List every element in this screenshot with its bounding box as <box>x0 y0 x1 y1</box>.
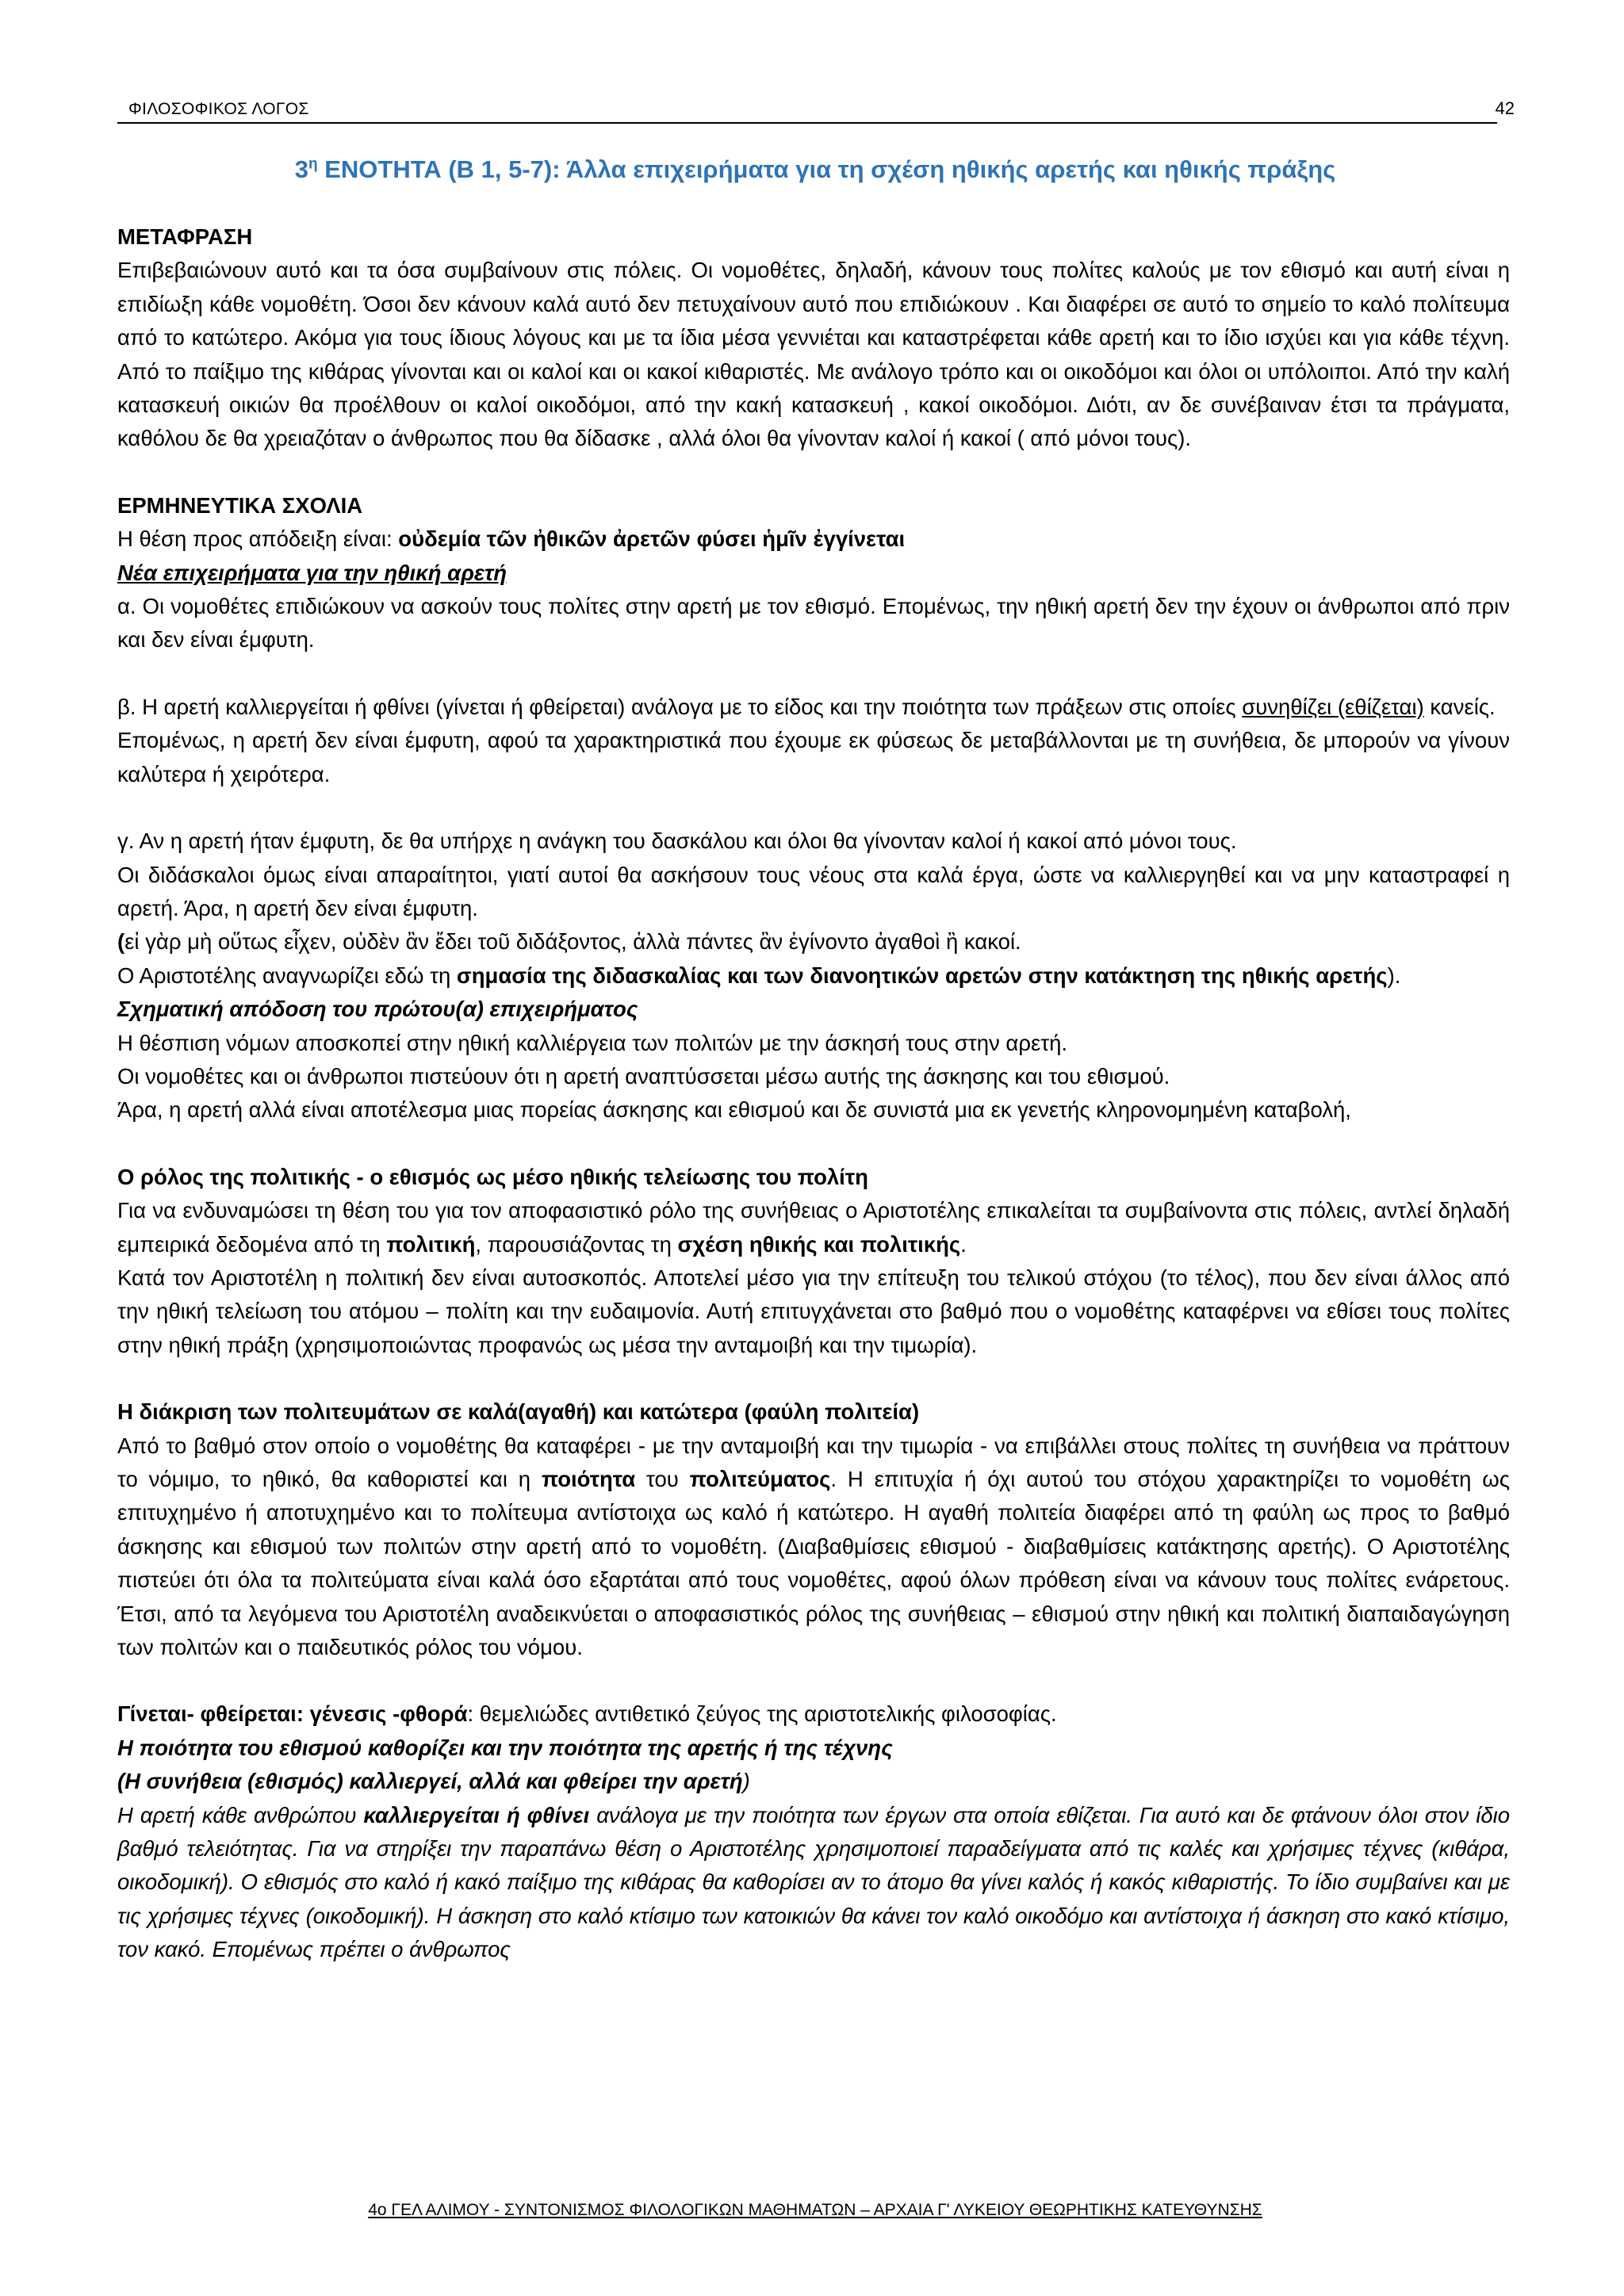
genesis-heading-2 <box>117 1765 1510 1798</box>
document-body <box>117 220 1510 1967</box>
translation-text: Επιβεβαιώνουν αυτό και τα όσα συμβαίνουν στις πόλεις. Οι νομοθέτες, δηλαδή, κάνουν τους πολίτες καλούς με τον εθισμό και αυτή είναι η επιδίωξη κάθε νομοθέτη. Όσοι δεν κάνουν καλά αυτό δεν πετυχαίνουν αυτό που επιδιώκουν . Και διαφέρει σε αυτό το σημείο το καλό πολίτευμα από το κατώτερο. Ακόμα για τους ίδιους λόγους και με τα ίδια μέσα γεννιέται και καταστρέφεται κάθε αρετή και το ίδιο ισχύει και για κάθε τέχνη. Από το παίξιμο της κιθάρας γίνονται και οι καλοί και οι κακοί κιθαριστές. Με ανάλογο τρόπο και οι οικοδόμοι και όλοι οι υπόλοιποι. Από την καλή κατασκευή οικιών θα προέλθουν οι καλοί οικοδόμοι, από την κακή κατασκευή , κακοί οικοδόμοι. Διότι, αν δε συνέβαιναν έτσι τα πράγματα, καθόλου δε θα χρειαζόταν ο άνθρωπος που θα δίδασκε , αλλά όλοι θα γίνονταν καλοί ή κακοί ( από μόνοι τους). <box>117 258 1510 451</box>
greek-paren: ( <box>117 929 125 955</box>
genesis-p-c: ανάλογα με την ποιότητα των έργων στα οποία εθίζεται. Για αυτό και δε φτάνουν όλοι στον ίδιο βαθμό τελειότητας. Για να στηρίξει την παραπάνω θέση ο Αριστοτέλης χρησιμοποιεί παραδείγματα από τις καλές και χρήσιμες τέχνες (κιθάρα, οικοδομική). Ο εθισμός στο καλό ή κακό παίξιμο της κιθάρας θα καθορίσει αν το άτομο θα γίνει καλός ή κακός κιθαριστής. Το ίδιο συμβαίνει και με τις χρήσιμες τέχνες (οικοδομική). Η άσκηση στο καλό κτίσιμο των κατοικιών θα κάνει τον καλό οικοδόμο και αντίστοιχα ή άσκηση στο κακό κτίσιμο, τον κακό. Επομένως πρέπει ο άνθρωπος <box>117 1802 1511 1962</box>
politics-p1-e: . <box>960 1231 967 1257</box>
thesis-label: Η θέση προς απόδειξη είναι: <box>117 526 399 552</box>
argument-b-end: κανείς. <box>1423 694 1496 719</box>
title-text: ΕΝΟΤΗΤΑ (Β 1, 5-7): Άλλα επιχειρήματα για τη σχέση ηθικής αρετής και ηθικής πράξης <box>317 155 1336 183</box>
argument-c-4 <box>117 959 1510 993</box>
header-title: ΦΙΛΟΣΟΦΙΚΟΣ ΛΟΓΟΣ <box>128 100 309 118</box>
politics-p1-b: πολιτική <box>386 1231 476 1257</box>
thesis-line <box>117 522 1510 556</box>
genesis-p-a: Η αρετή κάθε ανθρώπου <box>117 1802 364 1827</box>
argument-c-1: γ. Αν η αρετή ήταν έμφυτη, δε θα υπήρχε η ανάγκη του δασκάλου και όλοι θα γίνονταν καλοί ή κακοί από μόνοι τους. <box>117 828 1237 854</box>
argument-b-underlined: συνηθίζει (εθίζεται) <box>1242 694 1424 719</box>
schema-heading: Σχηματική απόδοση του πρώτου(α) επιχειρήματος <box>117 997 638 1022</box>
schema-line-3: Άρα, η αρετή αλλά είναι αποτέλεσμα μιας πορείας άσκησης και εθισμού και δε συνιστά μια εκ γενετής κληρονομημένη καταβολή, <box>117 1097 1351 1123</box>
genesis-line <box>117 1697 1510 1731</box>
genesis-heading-1: Η ποιότητα του εθισμού καθορίζει και την ποιότητα της αρετής ή της τέχνης <box>117 1735 893 1760</box>
genesis-paragraph <box>117 1799 1510 1967</box>
argument-c-4-post: ). <box>1387 962 1401 988</box>
commentary-heading: ΕΡΜΗΝΕΥΤΙΚΑ ΣΧΟΛΙΑ <box>117 492 363 518</box>
regimes-paragraph <box>117 1429 1510 1665</box>
page-footer: 4ο ΓΕΛ ΑΛΙΜΟΥ - ΣΥΝΤΟΝΙΣΜΟΣ ΦΙΛΟΛΟΓΙΚΩΝ ΜΑΘΗΜΑΤΩΝ – ΑΡΧΑΙΑ Γ' ΛΥΚΕΙΟΥ ΘΕΩΡΗΤΙΚΗΣ ΚΑΤΕΥΘΥΝΣΗΣ <box>368 2201 1262 2219</box>
title-superscript: η <box>308 155 318 173</box>
argument-c-4-bold: σημασία της διδασκαλίας και των διανοητικών αρετών στην κατάκτηση της ηθικής αρετής <box>456 962 1388 988</box>
regimes-p-c: του <box>635 1467 690 1491</box>
regimes-p-e: . Η επιτυχία ή όχι αυτού του στόχου χαρακτηρίζει το νομοθέτη ως επιτυχημένο ή αποτυχημένο και το πολίτευμα αντίστοιχα ως καλό ή κατώτερο. Η αγαθή πολιτεία διαφέρει από τη φαύλη ως προς το βαθμό άσκησης και εθισμού των πολιτών στην αρετή από το νομοθέτη. (Διαβαθμίσεις εθισμού - διαβαθμίσεις κατάκτησης αρετής). Ο Αριστοτέλης πιστεύει ότι όλα τα πολιτεύματα είναι καλά όσο εξαρτάται από τους νομοθέτες, αφού όλων πρόθεση είναι να κάνουν τους πολίτες ενάρετους. Έτσι, από τα λεγόμενα του Αριστοτέλη αναδεικνύεται ο αποφασιστικός ρόλος της συνήθειας – εθισμού στην ηθική και πολιτική διαπαιδαγώγηση των πολιτών και ο παιδευτικός ρόλος του νόμου. <box>117 1467 1510 1660</box>
schema-line-2: Οι νομοθέτες και οι άνθρωποι πιστεύουν ότι η αρετή αναπτύσσεται μέσω αυτής της άσκησης και του εθισμού. <box>117 1063 1170 1089</box>
politics-paragraph-2: Κατά τον Αριστοτέλη η πολιτική δεν είναι αυτοσκοπός. Αποτελεί μέσο για την επίτευξη του τελικού στόχου (το τέλος), που δεν είναι άλλος από την ηθική τελείωση του ατόμου – πολίτη και την ευδαιμονία. Αυτή επιτυγχάνεται στο βαθμό που ο νομοθέτης καταφέρνει να εθίσει τους πολίτες στην ηθική πράξη (χρησιμοποιώντας προφανώς ως μέσα την ανταμοιβή και την τιμωρία). <box>117 1265 1510 1357</box>
section-title <box>117 155 1513 184</box>
genesis-text: : θεμελιώδες αντιθετικό ζεύγος της αριστοτελικής φιλοσοφίας. <box>467 1701 1057 1727</box>
greek-quote: εἰ γὰρ μὴ οὕτως εἶχεν, οὐδὲν ἂν ἔδει τοῦ διδάξοντος, ἀλλὰ πάντες ἂν ἐγίνοντο ἀγαθοὶ ἢ κακοί. <box>124 929 1021 955</box>
politics-p1-a: Για να ενδυναμώσει τη θέση του για τον αποφασιστικό ρόλο της συνήθειας ο Αριστοτέλης επικαλείται τα συμβαίνοντα στις πόλεις, αντλεί δηλαδή εμπειρικά δεδομένα από τη <box>117 1198 1510 1257</box>
genesis-heading-2-bold: (Η συνήθεια (εθισμός) καλλιεργεί, αλλά και φθείρει την αρετή <box>117 1769 743 1794</box>
regimes-p-b: ποιότητα <box>541 1467 636 1491</box>
argument-c-2: Οι διδάσκαλοι όμως είναι απαραίτητοι, γιατί αυτοί θα ασκήσουν τους νέους στα καλά έργα, ώστε να καλλιεργηθεί και να μην καταστραφεί η αρετή. Άρα, η αρετή δεν είναι έμφυτη. <box>117 862 1510 920</box>
schema-line-1: Η θέσπιση νόμων αποσκοπεί στην ηθική καλλιέργεια των πολιτών με την άσκησή τους στην αρετή. <box>117 1030 1068 1055</box>
regimes-p-a: Από το βαθμό στον οποίο ο νομοθέτης θα καταφέρει - με την ανταμοιβή και την τιμωρία - να επιβάλλει στους πολίτες τη συνήθεια να πράττουν το νόμιμο, το ηθικό, θα καθοριστεί και η <box>117 1433 1510 1491</box>
politics-p1-c: , παρουσιάζοντας τη <box>475 1231 678 1257</box>
regimes-p-d: πολιτεύματος <box>689 1467 831 1491</box>
argument-b-text: β. Η αρετή καλλιεργείται ή φθίνει (γίνεται ή φθείρεται) ανάλογα με το είδος και την ποιότητα των πράξεων στις οποίες <box>117 694 1243 719</box>
genesis-bold: Γίνεται- φθείρεται: γένεσις -φθορά <box>117 1701 468 1727</box>
argument-b-continued: Επομένως, η αρετή δεν είναι έμφυτη, αφού τα χαρακτηριστικά που έχουμε εκ φύσεως δε μεταβάλλονται με τη συνήθεια, δε μπορούν να γίνουν καλύτερα ή χειρότερα. <box>117 728 1510 786</box>
argument-a: α. Οι νομοθέτες επιδιώκουν να ασκούν τους πολίτες στην αρετή με τον εθισμό. Επομένως, την ηθική αρετή δεν την έχουν οι άνθρωποι από πριν και δεν είναι έμφυτη. <box>117 594 1510 652</box>
translation-heading: ΜΕΤΑΦΡΑΣΗ <box>117 224 253 249</box>
genesis-heading-2-close: ) <box>742 1769 750 1794</box>
genesis-p-b: καλλιεργείται ή φθίνει <box>363 1802 590 1827</box>
regimes-heading: Η διάκριση των πολιτευμάτων σε καλά(αγαθή) και κατώτερα (φαύλη πολιτεία) <box>117 1399 920 1425</box>
politics-p1-d: σχέση ηθικής και πολιτικής <box>677 1231 961 1257</box>
page-header <box>117 95 1515 124</box>
title-prefix: 3 <box>294 155 308 183</box>
argument-c-greek <box>117 925 1510 959</box>
politics-paragraph-1 <box>117 1194 1510 1261</box>
politics-heading: Ο ρόλος της πολιτικής - ο εθισμός ως μέσο ηθικής τελείωσης του πολίτη <box>117 1164 868 1189</box>
argument-c-4-pre: Ο Αριστοτέλης αναγνωρίζει εδώ τη <box>117 962 457 988</box>
thesis-greek: οὐδεμία τῶν ἠθικῶν ἀρετῶν φύσει ἡμῖν ἐγγίνεται <box>398 526 906 552</box>
new-arguments-heading: Νέα επιχειρήματα για την ηθική αρετή <box>117 560 508 585</box>
page-number: 42 <box>1495 98 1515 118</box>
argument-b <box>117 691 1510 724</box>
